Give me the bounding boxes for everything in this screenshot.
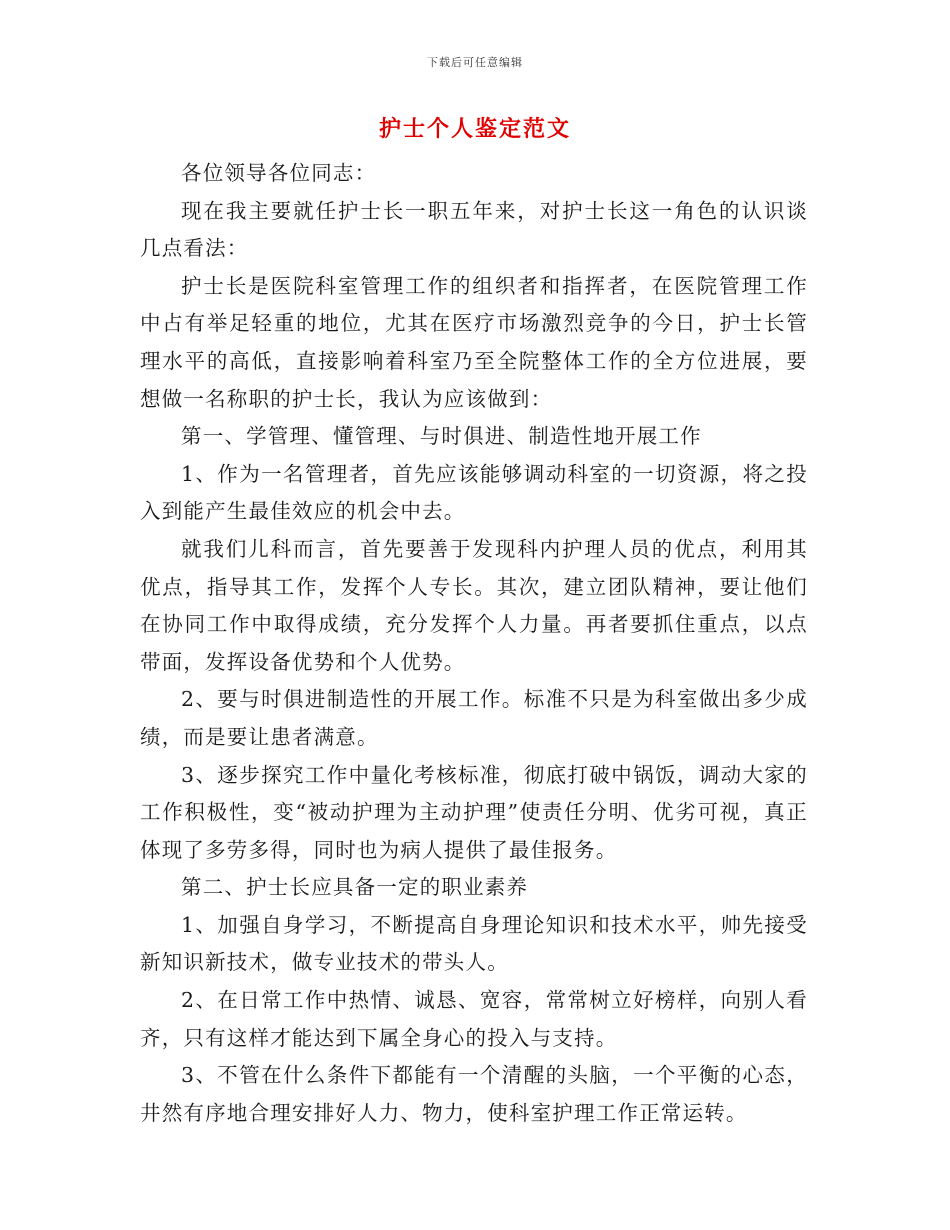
paragraph: 现在我主要就任护士长一职五年来，对护士长这一角色的认识谈几点看法：	[140, 198, 808, 261]
paragraph: 就我们儿科而言，首先要善于发现科内护理人员的优点，利用其优点，指导其工作，发挥个人专长。其次，建立团队精神，要让他们在协同工作中取得成绩，充分发挥个人力量。再者要抓住重点，以点带面，发挥设备优势和个人优势。	[140, 536, 808, 674]
section-heading: 第二、护士长应具备一定的职业素养	[181, 875, 529, 900]
paragraph: 3、不管在什么条件下都能有一个清醒的头脑，一个平衡的心态，井然有序地合理安排好人力、物力，使科室护理工作正常运转。	[140, 1063, 808, 1125]
paragraph: 1、作为一名管理者，首先应该能够调动科室的一切资源，将之投入到能产生最佳效应的机会中去。	[140, 461, 808, 524]
paragraph: 3、逐步探究工作中量化考核标准，彻底打破中锅饭，调动大家的工作积极性，变“被动护理为主动护理”使责任分明、优劣可视，真正体现了多劳多得，同时也为病人提供了最佳报务。	[140, 762, 808, 862]
document-body	[140, 155, 808, 1132]
paragraph: 护士长是医院科室管理工作的组织者和指挥者，在医院管理工作中占有举足轻重的地位，尤其在医疗市场激烈竞争的今日，护士长管理水平的高低，直接影响着科室乃至全院整体工作的全方位进展，要想做一名称职的护士长，我认为应该做到：	[140, 273, 808, 411]
section-heading: 第一、学管理、懂管理、与时俱进、制造性地开展工作	[181, 424, 702, 449]
paragraph: 各位领导各位同志：	[181, 161, 377, 185]
paragraph: 1、加强自身学习，不断提高自身理论知识和技术水平，帅先接受新知识新技术，做专业技术的带头人。	[140, 912, 808, 975]
paragraph: 2、在日常工作中热情、诚恳、宽容，常常树立好榜样，向别人看齐，只有这样才能达到下属全身心的投入与支持。	[140, 988, 808, 1050]
header-note: 下载后可任意编辑	[427, 56, 523, 69]
document-title: 护士个人鉴定范文	[378, 116, 571, 142]
paragraph: 2、要与时俱进制造性的开展工作。标准不只是为科室做出多少成绩，而是要让患者满意。	[140, 687, 808, 749]
